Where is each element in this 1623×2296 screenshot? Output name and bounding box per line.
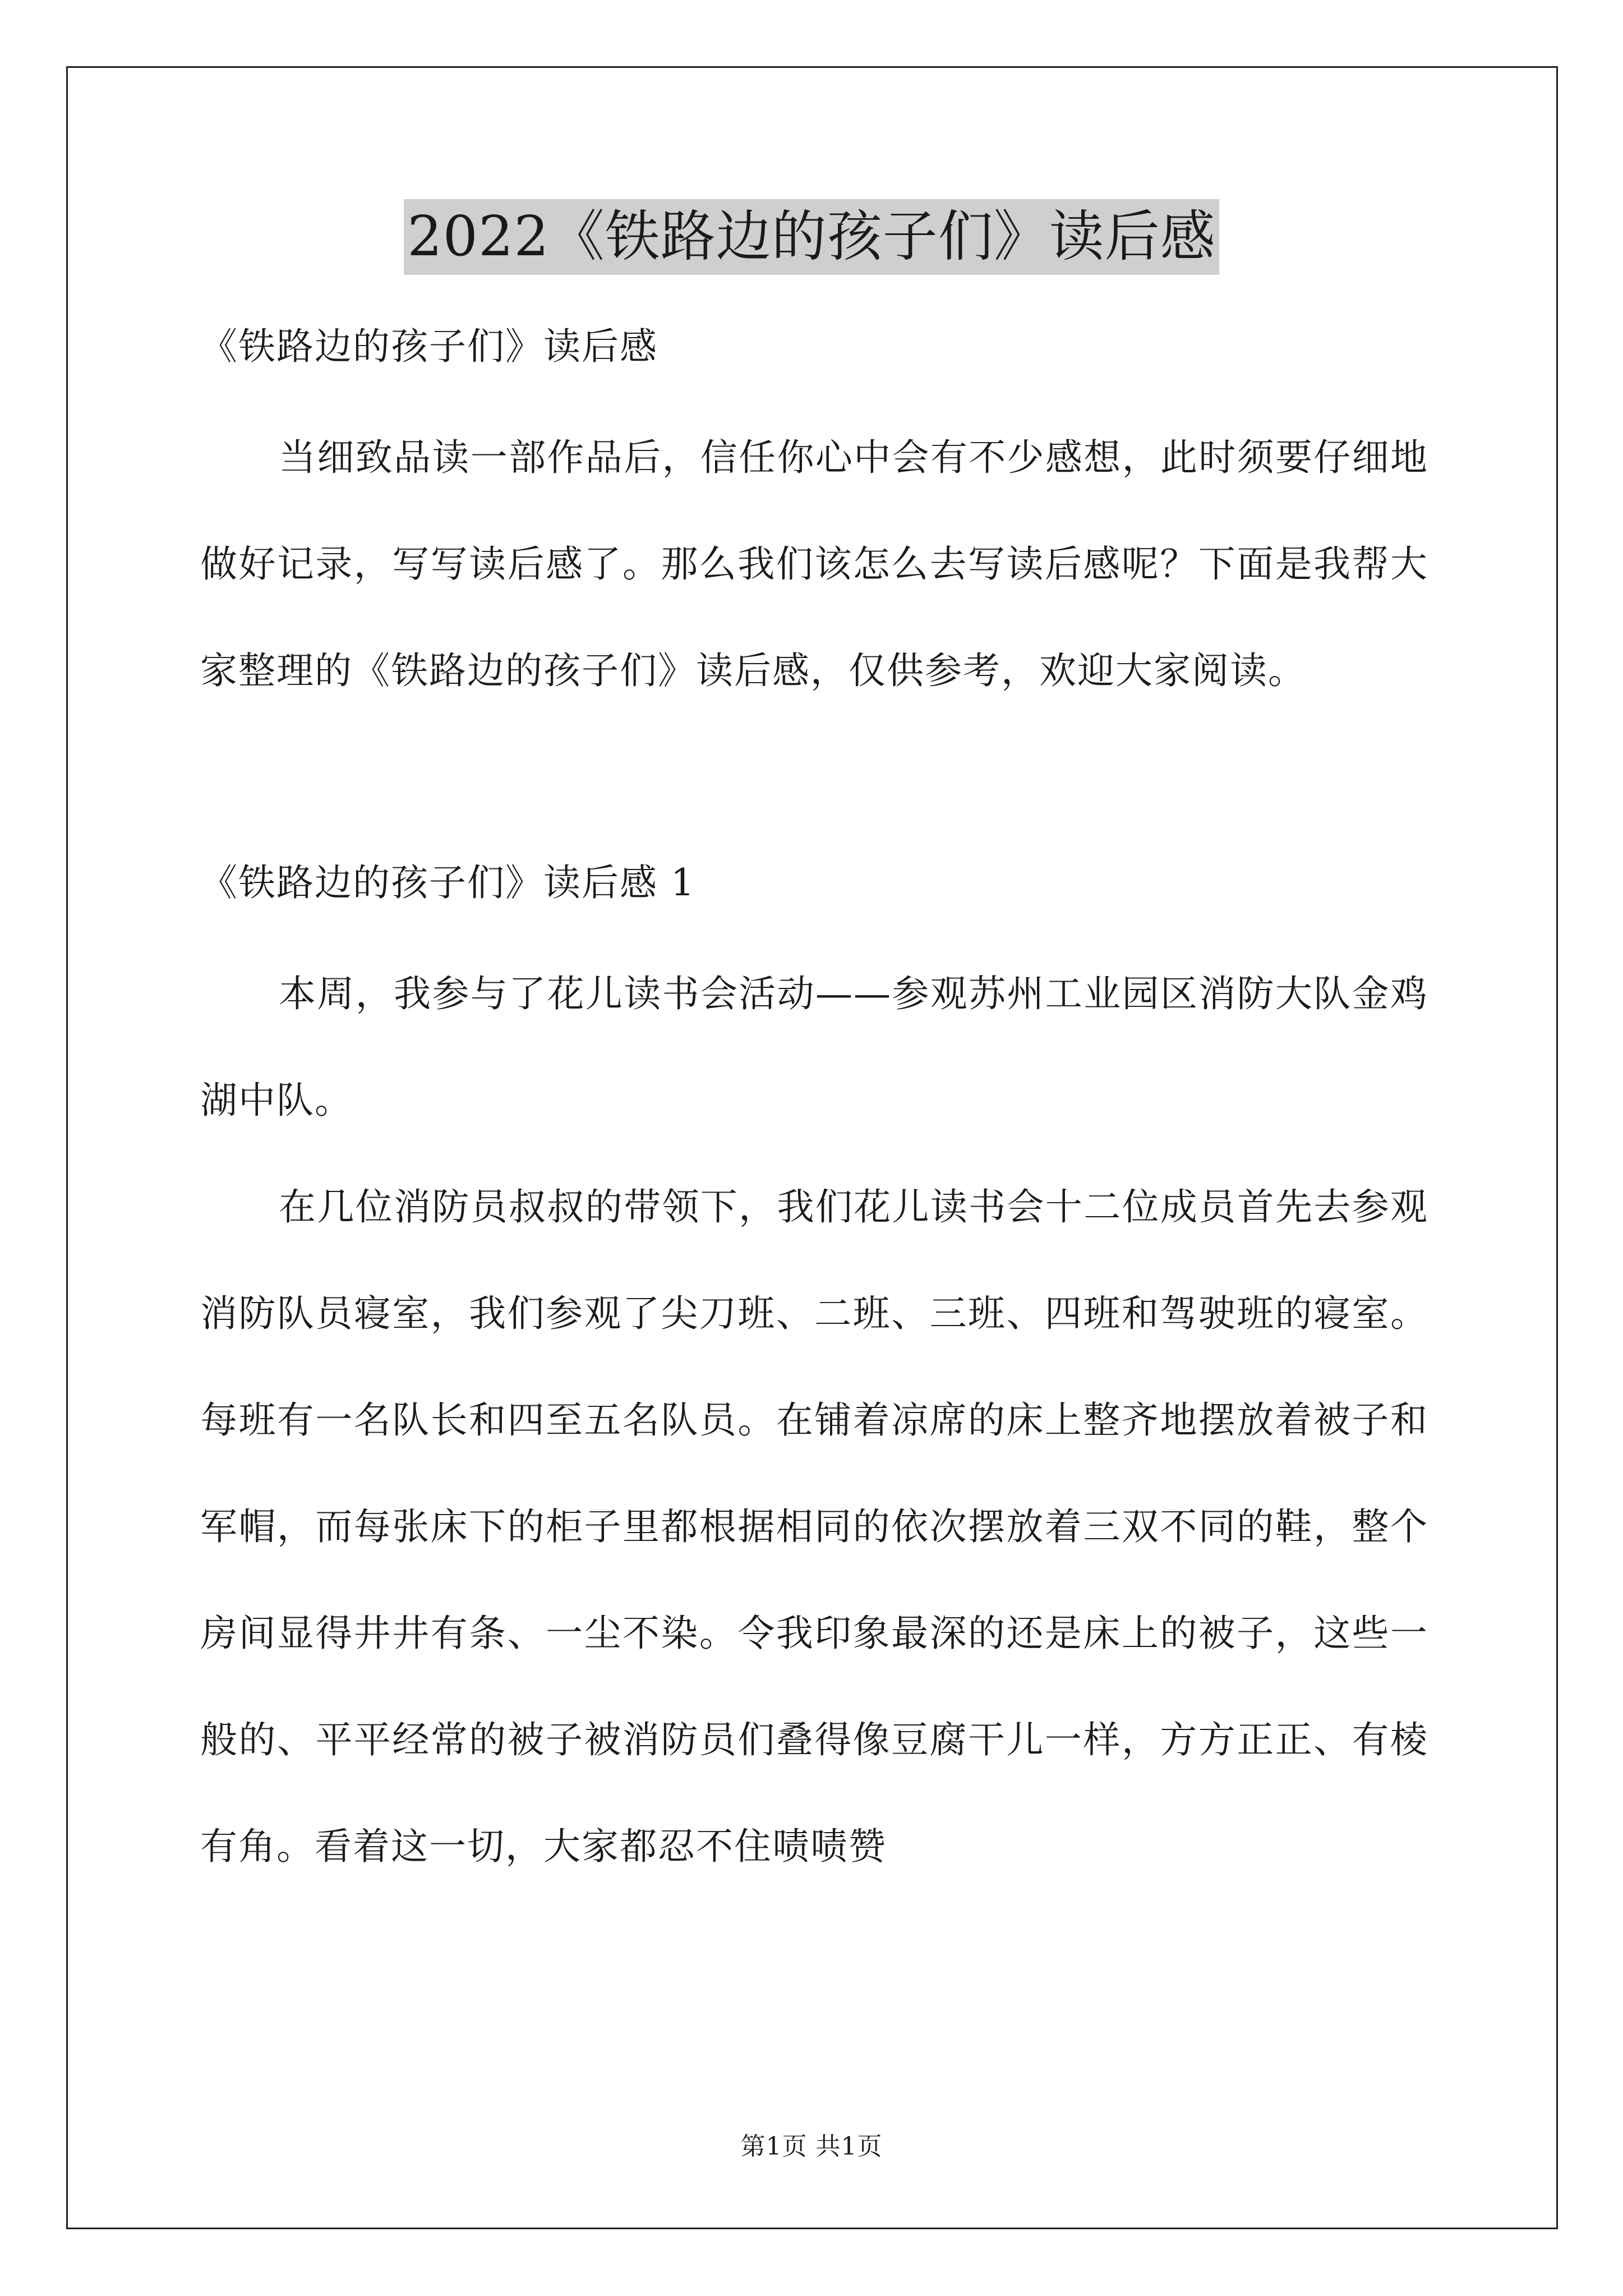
title-container [0, 199, 1623, 275]
document-title[interactable]: 2022《铁路边的孩子们》读后感 [404, 199, 1219, 275]
spacer [200, 918, 1428, 941]
intro-paragraph: 当细致品读一部作品后，信任你心中会有不少感想，此时须要仔细地做好记录，写写读后感了。那么我们该怎么去写读后感呢？下面是我帮大家整理的《铁路边的孩子们》读后感，仅供参考，欢迎大家阅读。 [200, 436, 1428, 692]
spacer [200, 724, 1428, 848]
spacer [200, 382, 1428, 404]
essay-1-paragraph-1: 本周，我参与了花儿读书会活动——参观苏州工业园区消防大队金鸡湖中队。 [200, 972, 1428, 1122]
section-heading-intro: 《铁路边的孩子们》读后感 [200, 325, 658, 368]
page-footer: 第1页 共1页 [740, 2132, 883, 2161]
document-body [200, 311, 1428, 1900]
essay-1-paragraph-2: 在几位消防员叔叔的带领下，我们花儿读书会十二位成员首先去参观消防队员寝室，我们参观了尖刀班、二班、三班、四班和驾驶班的寝室。每班有一名队长和四至五名队员。在铺着凉席的床上整齐地摆放着被子和军帽，而每张床下的柜子里都根据相同的依次摆放着三双不同的鞋，整个房间显得井井有条、一尘不染。令我印象最深的还是床上的被子，这些一般的、平平经常的被子被消防员们叠得像豆腐干儿一样，方方正正、有棱有角。看着这一切，大家都忍不住啧啧赞 [200, 1185, 1428, 1868]
section-heading-essay-1: 《铁路边的孩子们》读后感 1 [200, 861, 695, 904]
